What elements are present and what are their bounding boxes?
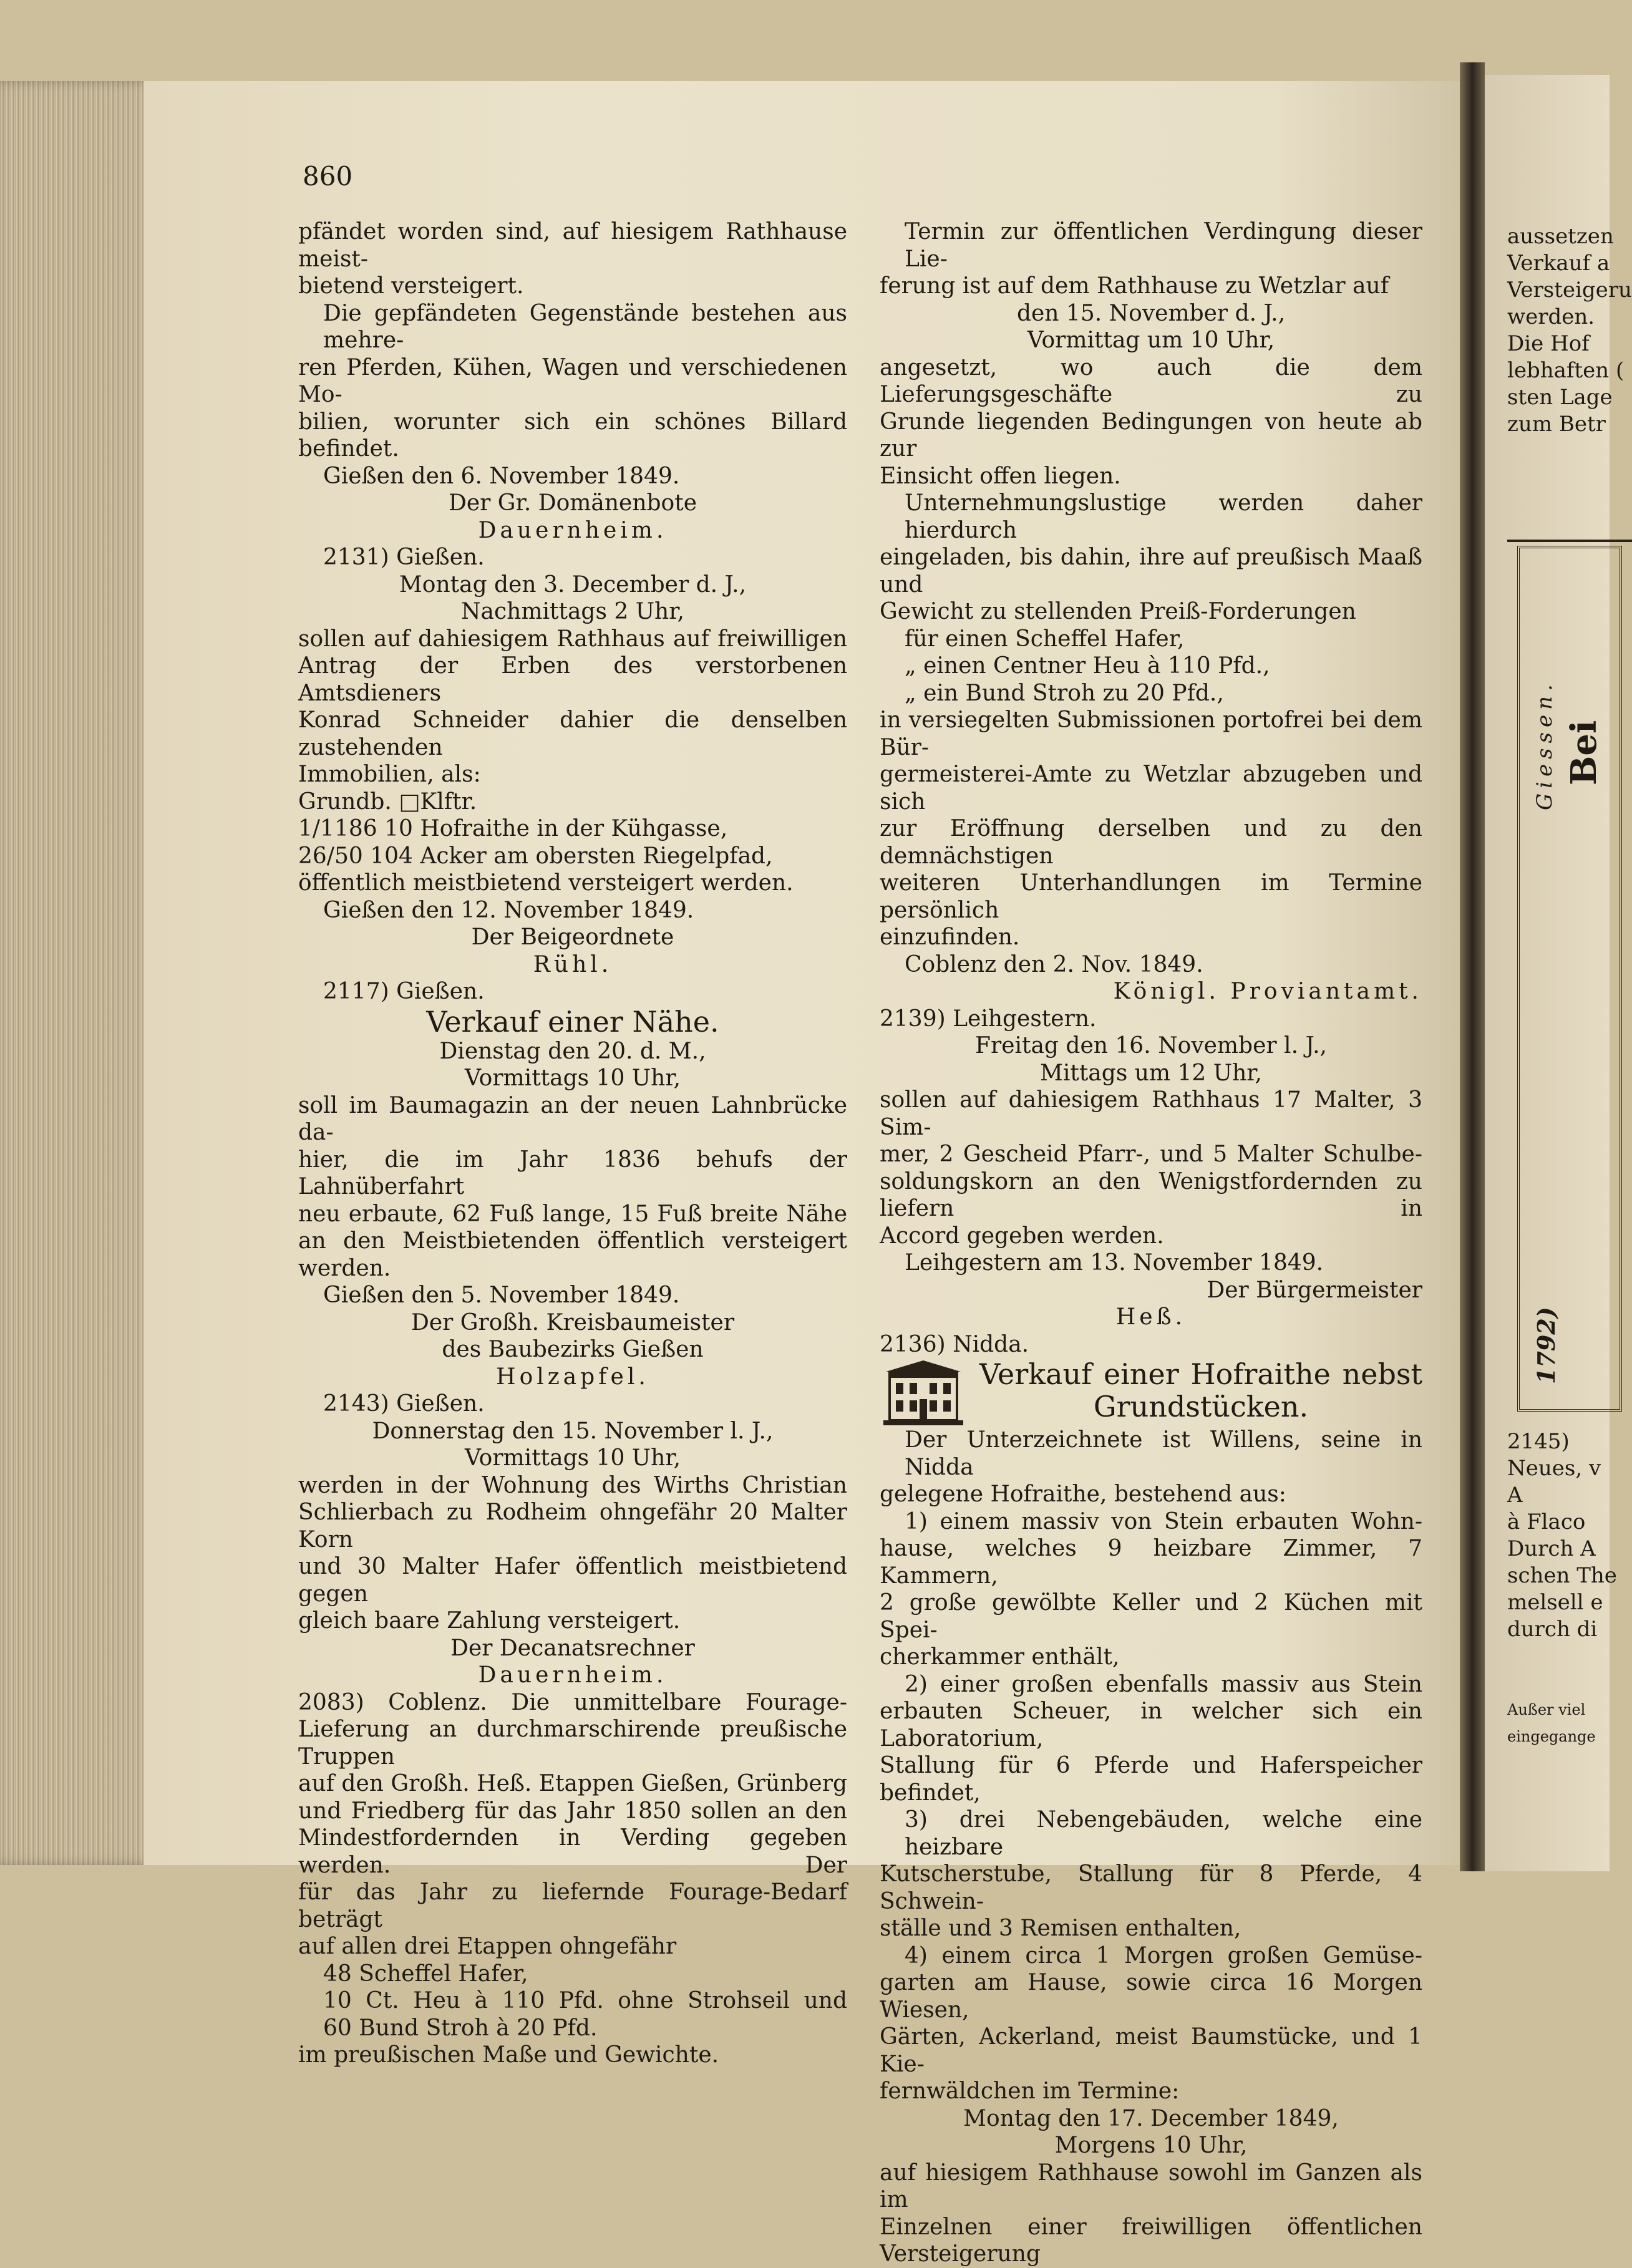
text-line: 4) einem circa 1 Morgen großen Gemüse- xyxy=(905,1942,1422,1969)
text-line: 3) drei Nebengebäuden, welche eine heizbare xyxy=(905,1807,1422,1860)
text-line: bilien, worunter sich ein schönes Billard befindet. xyxy=(298,409,847,462)
text-line: 2139) Leihgestern. xyxy=(880,1006,1097,1032)
text-line: A xyxy=(1507,1483,1523,1508)
text-line: Antrag der Erben des verstorbenen Amtsdieners xyxy=(298,653,847,706)
text-line: Die Hof xyxy=(1507,331,1590,356)
text-line: eingegange xyxy=(1507,1728,1596,1745)
text-line: Unternehmungslustige werden daher hierdurch xyxy=(905,490,1422,543)
text-line: weiteren Unterhandlungen im Termine persönlich xyxy=(880,870,1422,923)
house-icon xyxy=(880,1358,967,1427)
text-line: und 30 Malter Hafer öffentlich meistbietend gegen xyxy=(298,1554,847,1607)
text-line: „ ein Bund Stroh zu 20 Pfd., xyxy=(905,680,1224,706)
text-line: Einzelnen einer freiwilligen öffentlichen Versteigerung xyxy=(880,2214,1422,2267)
text-line: 48 Scheffel Hafer, xyxy=(323,1960,528,1987)
text-line: auf den Großh. Heß. Etappen Gießen, Grünberg xyxy=(298,1771,847,1796)
text-line: Rühl. xyxy=(533,951,613,977)
text-line: aussetzen xyxy=(1507,224,1614,249)
text-line: Verkauf a xyxy=(1507,251,1610,276)
middle-text-column xyxy=(880,218,1422,2268)
text-line: 60 Bund Stroh à 20 Pfd. xyxy=(323,2015,598,2041)
text-line: des Baubezirks Gießen xyxy=(442,1337,704,1362)
left-text-column xyxy=(298,218,847,2069)
box-text-giessen: Giessen. xyxy=(1532,679,1557,810)
text-line: sollen auf dahiesigem Rathhaus auf freiwilligen xyxy=(298,626,847,652)
text-line: Montag den 3. December d. J., xyxy=(399,571,747,598)
text-line: Freitag den 16. November l. J., xyxy=(975,1033,1327,1059)
text-line: Grunde liegenden Bedingungen von heute ab zur xyxy=(880,409,1422,462)
text-line: 10 Ct. Heu à 110 Pfd. ohne Strohseil und xyxy=(323,1988,847,2014)
box-text-year: 1792) xyxy=(1532,1307,1560,1384)
text-line: 2136) Nidda. xyxy=(880,1331,1029,1357)
text-line: auf allen drei Etappen ohngefähr xyxy=(298,1934,677,1959)
text-line: 2145) xyxy=(1507,1429,1570,1454)
text-line: Montag den 17. December 1849, xyxy=(963,2105,1339,2131)
right-page-bottom-lines xyxy=(1507,1428,1617,1643)
text-line: für das Jahr zu liefernde Fourage-Bedarf beträgt xyxy=(298,1879,847,1932)
right-page xyxy=(1485,75,1632,1871)
page-number: 860 xyxy=(303,161,353,191)
text-line: Neues, v xyxy=(1507,1456,1601,1481)
text-line: Der Decanatsrechner xyxy=(450,1635,695,1661)
text-line: Coblenz den 2. Nov. 1849. xyxy=(905,951,1203,977)
text-line: Durch A xyxy=(1507,1536,1596,1561)
text-line: mer, 2 Gescheid Pfarr-, und 5 Malter Schulbe- xyxy=(880,1141,1422,1167)
text-line: Vormittags 10 Uhr, xyxy=(464,1065,681,1091)
text-line: Mindestfordernden in Verding gegeben werden. Der xyxy=(298,1825,847,1878)
text-line: Leihgestern am 13. November 1849. xyxy=(905,1250,1324,1276)
text-line: Verkauf einer Nähe. xyxy=(426,1004,719,1039)
text-line: neu erbaute, 62 Fuß lange, 15 Fuß breite Nähe xyxy=(298,1201,847,1227)
text-line: Gießen den 12. November 1849. xyxy=(323,897,694,923)
text-line: Gießen den 6. November 1849. xyxy=(323,463,680,489)
text-line: Morgens 10 Uhr, xyxy=(1054,2133,1248,2158)
text-line: gleich baare Zahlung versteigert. xyxy=(298,1608,681,1634)
text-line: werden in der Wohnung des Wirths Christian xyxy=(298,1472,847,1498)
text-line: ställe und 3 Remisen enthalten, xyxy=(880,1916,1241,1941)
text-line: im preußischen Maße und Gewichte. xyxy=(298,2042,719,2068)
box-text-bei: Bei xyxy=(1563,720,1605,785)
text-line: Königl. Proviantamt. xyxy=(1113,979,1422,1004)
text-line: à Flaco xyxy=(1507,1510,1586,1534)
text-line: Vormittag um 10 Uhr, xyxy=(1027,327,1275,353)
text-line: Grundb. □Klftr. xyxy=(298,788,477,815)
text-line: Holzapfel. xyxy=(496,1364,649,1390)
text-line: Lieferung an durchmarschirende preußische Truppen xyxy=(298,1717,847,1770)
text-line: 2083) Coblenz. Die unmittelbare Fourage- xyxy=(298,1689,847,1715)
middle-column-top xyxy=(880,218,1422,1358)
text-line: Außer viel xyxy=(1507,1701,1586,1718)
book-gutter xyxy=(1460,62,1485,1871)
text-line: Kutscherstube, Stallung für 8 Pferde, 4 Schwein- xyxy=(880,1861,1422,1914)
text-line: Der Beigeordnete xyxy=(471,924,674,950)
text-line: Termin zur öffentlichen Verdingung dieser Lie- xyxy=(905,219,1422,272)
text-line: 1) einem massiv von Stein erbauten Wohn- xyxy=(905,1508,1422,1534)
text-line: Accord gegeben werden. xyxy=(880,1223,1164,1249)
right-page-rule xyxy=(1507,540,1632,542)
text-line: gelegene Hofraithe, bestehend aus: xyxy=(880,1481,1286,1507)
text-line: melsell e xyxy=(1507,1590,1603,1615)
text-line: Der Unterzeichnete ist Willens, seine in Nidda xyxy=(905,1427,1422,1480)
text-line: lebhaften ( xyxy=(1507,358,1625,383)
text-line: Mittags um 12 Uhr, xyxy=(1040,1060,1262,1086)
right-page-top-lines xyxy=(1507,223,1632,438)
text-line: garten am Hause, sowie circa 16 Morgen Wiesen, xyxy=(880,1970,1422,2023)
text-line: fernwäldchen im Termine: xyxy=(880,2078,1180,2104)
nidda-heading-line1: Verkauf einer Hofraithe nebst xyxy=(979,1357,1422,1391)
right-page-framed-box xyxy=(1517,546,1622,1412)
text-line: Gießen den 5. November 1849. xyxy=(323,1282,680,1308)
text-line: 1/1186 10 Hofraithe in der Kühgasse, xyxy=(298,816,728,841)
text-line: erbauten Scheuer, in welcher sich ein Laboratorium, xyxy=(880,1699,1422,1752)
text-line: 2 große gewölbte Keller und 2 Küchen mit Spei- xyxy=(880,1590,1422,1643)
text-line: Gewicht zu stellenden Preiß-Forderungen xyxy=(880,599,1356,624)
book-page-edges xyxy=(0,81,159,1865)
text-line: hier, die im Jahr 1836 behufs der Lahnüberfahrt xyxy=(298,1146,847,1199)
text-line: in versiegelten Submissionen portofrei bei dem Bür- xyxy=(880,707,1422,760)
text-line: 2131) Gießen. xyxy=(323,545,485,570)
nidda-heading-line2: Grundstücken. xyxy=(1093,1390,1309,1423)
text-line: Der Gr. Domänenbote xyxy=(448,490,697,516)
text-line: Nachmittags 2 Uhr, xyxy=(461,599,684,624)
text-line: cherkammer enthält, xyxy=(880,1644,1120,1670)
text-line: 2) einer großen ebenfalls massiv aus Stein xyxy=(905,1671,1422,1697)
text-line: angesetzt, wo auch die dem Lieferungsgeschäfte zu xyxy=(880,354,1422,407)
text-line: Der Großh. Kreisbaumeister xyxy=(410,1309,735,1335)
text-line: Einsicht offen liegen. xyxy=(880,463,1121,489)
text-line: zur Eröffnung derselben und zu den demnächstigen xyxy=(880,816,1422,869)
text-line: 2143) Gießen. xyxy=(323,1391,485,1417)
text-line: einzufinden. xyxy=(880,924,1020,950)
text-line: 26/50 104 Acker am obersten Riegelpfad, xyxy=(298,843,773,869)
text-line: Dienstag den 20. d. M., xyxy=(439,1038,706,1064)
text-line: Gärten, Ackerland, meist Baumstücke, und 1 Kie- xyxy=(880,2024,1422,2077)
text-line: Schlierbach zu Rodheim ohngefähr 20 Malter Korn xyxy=(298,1500,847,1553)
text-line: hause, welches 9 heizbare Zimmer, 7 Kammern, xyxy=(880,1536,1422,1589)
text-line: öffentlich meistbietend versteigert werden. xyxy=(298,870,794,896)
text-line: durch di xyxy=(1507,1617,1598,1642)
middle-column-bottom xyxy=(880,1427,1422,2268)
text-line: Immobilien, als: xyxy=(298,762,481,787)
text-line: soll im Baumagazin an der neuen Lahnbrücke da- xyxy=(298,1092,847,1145)
text-line: Der Bürgermeister xyxy=(1207,1277,1422,1303)
text-line: soldungskorn an den Wenigstfordernden zu liefern in xyxy=(880,1168,1422,1221)
text-line: an den Meistbietenden öffentlich versteigert werden. xyxy=(298,1228,847,1281)
text-line: zum Betr xyxy=(1507,412,1606,437)
text-line: eingeladen, bis dahin, ihre auf preußisch Maaß und xyxy=(880,545,1422,598)
text-line: pfändet worden sind, auf hiesigem Rathhause meist- xyxy=(298,219,847,272)
text-line: sten Lage xyxy=(1507,385,1613,410)
text-line: bietend versteigert. xyxy=(298,273,524,299)
text-line: und Friedberg für das Jahr 1850 sollen an den xyxy=(298,1798,847,1824)
text-line: Heß. xyxy=(1115,1304,1187,1330)
text-line: sollen auf dahiesigem Rathhaus 17 Malter, 3 Sim- xyxy=(880,1087,1422,1140)
text-line: Die gepfändeten Gegenstände bestehen aus mehre- xyxy=(323,300,847,353)
text-line: Versteigeru xyxy=(1507,278,1632,303)
text-line: für einen Scheffel Hafer, xyxy=(905,626,1185,652)
nidda-heading-block xyxy=(880,1358,1422,1427)
text-line: Stallung für 6 Pferde und Haferspeicher befindet, xyxy=(880,1753,1422,1806)
text-line: Donnerstag den 15. November l. J., xyxy=(372,1418,774,1444)
text-line: Dauernheim. xyxy=(478,517,668,543)
text-line: werden. xyxy=(1507,304,1595,329)
text-line: Dauernheim. xyxy=(478,1662,668,1688)
text-line: „ einen Centner Heu à 110 Pfd., xyxy=(905,653,1270,679)
right-page-footnote xyxy=(1507,1697,1596,1750)
text-line: Konrad Schneider dahier die denselben zustehenden xyxy=(298,707,847,760)
text-line: den 15. November d. J., xyxy=(1016,300,1286,326)
text-line: ferung ist auf dem Rathhause zu Wetzlar auf xyxy=(880,273,1389,299)
text-line: auf hiesigem Rathhause sowohl im Ganzen als im xyxy=(880,2159,1422,2212)
text-line: Vormittags 10 Uhr, xyxy=(464,1445,681,1471)
text-line: 2117) Gießen. xyxy=(323,979,485,1004)
text-line: schen The xyxy=(1507,1563,1617,1588)
text-line: ren Pferden, Kühen, Wagen und verschiedenen Mo- xyxy=(298,354,847,407)
text-line: germeisterei-Amte zu Wetzlar abzugeben und sich xyxy=(880,762,1422,815)
